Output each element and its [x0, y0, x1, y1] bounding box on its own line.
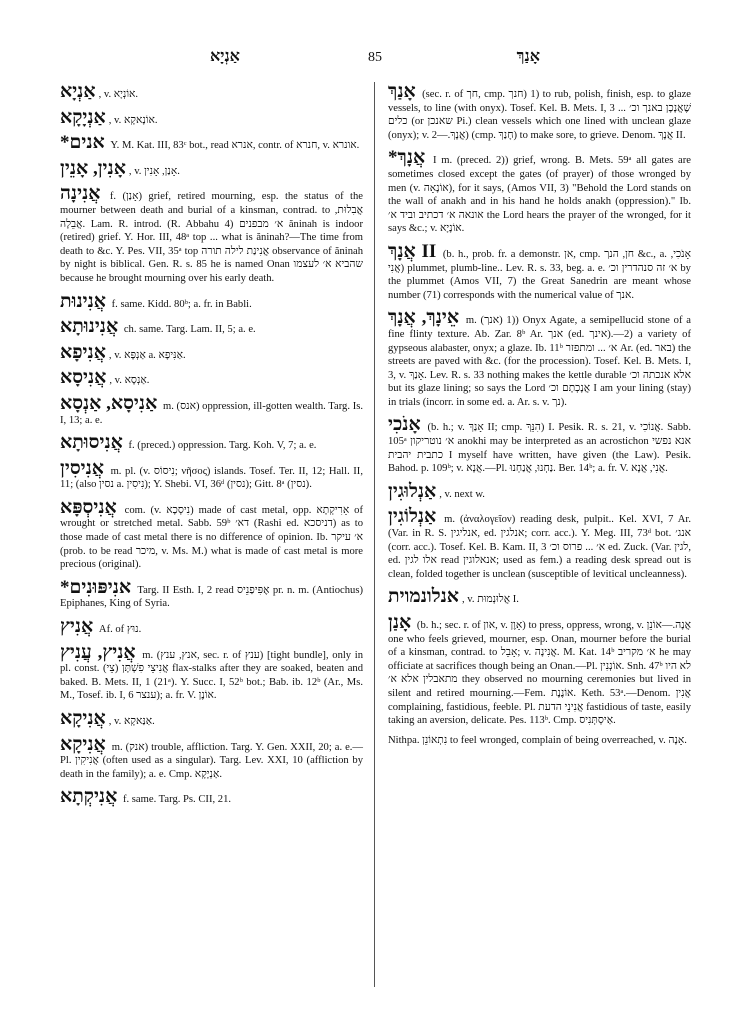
dictionary-entry — [388, 308, 691, 409]
entry-definition: ch. same. Targ. Lam. II, 5; a. e. — [121, 324, 256, 336]
entry-definition: (b. h., prob. fr. a demonstr. אן, cmp. חן, הנך &c., a. אָנֹכִי, אֲנִי) plummet, plumb-line.. Lev. R. s. 33, beg. a. e. א׳ זה סנהדרין וכ׳ by the plummet (Amos VII, 7) the Great Sanedrin are meant whose number (71) corresponds with the numerical value of אנך. — [388, 248, 691, 301]
dictionary-entry — [388, 507, 691, 581]
dictionary-entry — [60, 317, 363, 337]
entry-definition: I m. (preced. 2)) grief, wrong. B. Mets. 59ᵃ all gates are sometimes closed except the gates (of prayer) of those wronged by men (v. אוֹנָאָה), for it says, (Amos VII, 3) "Behold the Lord stands on the wall of anakh and in his hand he holds anakh (oppression)." Ib. אונאה א׳ דכתיב וביד א׳ the Lord hears the prayer of the wronged, for it says &c.; v. אוֹנָיָא. — [388, 155, 692, 235]
dictionary-entry — [60, 368, 363, 388]
dictionary-entry — [388, 613, 691, 728]
entry-headword: אֲנִינָה — [60, 183, 101, 205]
dictionary-entry — [60, 108, 363, 128]
entry-headword: אֵינָךְ, אֲנָךְ — [388, 307, 460, 329]
entry-headword: אֲנִינוּתָא — [60, 316, 119, 338]
entry-headword: אַנְלוּגִין — [388, 480, 437, 502]
entry-definition: m. (אנס) oppression, ill-gotten wealth. Targ. Is. I, 13; a. e. — [60, 400, 363, 426]
dictionary-entry — [60, 292, 363, 312]
page-number: 85 — [368, 50, 382, 65]
entry-definition: f. (preced.) oppression. Targ. Koh. V, 7; a. e. — [125, 440, 317, 452]
entry-headword: אַנְיָא — [60, 81, 96, 102]
entry-definition: Y. M. Kat. III, 83ᶜ bot., read אנרא, contr. of חנרא, v. אונרא. — [107, 140, 360, 152]
entry-headword: אַנְיָקָא — [60, 106, 106, 128]
entry-definition: , v. אָנַן, אָנִין. — [128, 165, 180, 177]
dictionary-entry — [388, 482, 691, 502]
entry-headword: אֲנִיץ — [60, 616, 94, 638]
entry-definition: f. (אָנַן) grief, retired mourning, esp. the status of the mourner between death and burial of a kinsman, contrad. to אֲבִלוּת, אֲבֵלָה. Lam. R. introd. (R. Abbahu 4) א׳ מבפנים ăninah is indoor (retired) grief. Y. Hor. III, 48ᵃ top ... what is ăninah?—The time from death to &c. Y. Pes. VII, 35ᵃ top אֲנִינַת לילה תורה observance of ăninah by night is biblical. Gen. R. s. 85 he is named Onan שהביא א׳ לעצמו because he brought mourning over his early death. — [60, 191, 364, 284]
entry-headword: אֲנָךְ II — [388, 240, 437, 262]
dictionary-entry — [60, 82, 363, 102]
dictionary-entry — [60, 498, 363, 572]
entry-headword: *אֲנָךְ — [388, 147, 426, 169]
entry-definition: m. (אנק) trouble, affliction. Targ. Y. Gen. XXII, 20; a. e.—Pl. אֲנִיקִין (often used as a singular). Targ. Lev. XXI, 10 (affliction by death in the family); a. e. Cmp. אַנְיָקָא. — [60, 741, 364, 780]
running-header — [60, 48, 690, 76]
entry-definition: m. (אנץ, ענץ, sec. r. of ענץ) [tight bundle], only in pl. const. אֲנִיצֵי פִשְׁתָּן (צֵי) flax-stalks after they are soaked, beaten and baked. B. Mets. II, 1 (21ᵃ). Y. Succ. I, 52ᵇ bot.; Bab. ib. 12ᵇ (Ar., Ms. M., Tosef. ib. I, 6 ענצר); a. fr. V. אוֹנֶן. — [60, 649, 364, 702]
dictionary-entry — [60, 394, 363, 427]
entry-headword: אָנֹכִי — [388, 414, 421, 436]
entry-definition: , v. אַנְפָּא a. אַנִּיפָא. — [108, 349, 186, 361]
dictionary-entry — [60, 578, 363, 611]
entry-definition: , v. next w. — [439, 488, 485, 500]
entry-definition: m. pl. (v. נִיסוֹס; νῆσος) islands. Tosef. Ter. II, 12; Hall. II, 11; (also נסין a. נִיסִין); Y. Shebi. VI, 36ᵈ (נסין); Gitt. 8ᵃ (נסין). — [60, 465, 363, 491]
dictionary-entry — [388, 587, 691, 607]
entry-headword: אַנְלוֹגִין — [388, 506, 437, 528]
dictionary-entry — [388, 148, 691, 236]
dictionary-entry — [60, 343, 363, 363]
entry-headword: אֲנִיקָא — [60, 708, 106, 729]
dictionary-entry — [60, 787, 363, 807]
left-column — [60, 82, 363, 813]
entry-definition: m. (ἀναλογεῖον) reading desk, pulpit.. Kel. XVI, 7 Ar. (Var. in R. S. אנליגין, ed. אנלגין; corr. acc.). Y. Meg. III, 73ᵈ bot. אנג׳ (corr. acc.). Tosef. Kel. B. Kam. II, 3 א׳ ... פרוס וכ׳ ed. Zuck. (Var. לגין, ed. אלו לגין read אנאלוגין; used as fem.) a reading desk spread out is clean, folded together is unclean (susceptible of levitical uncleanness). — [388, 514, 692, 580]
entry-headword: אנלונמוית — [388, 586, 459, 608]
entry-definition: (b. h.; v. אָנַךְ II; cmp. הִנֵּךְ) I. Pesik. R. s. 21, v. אֲנוֹכִי. Sabb. 105ᵃ א׳ נוטריקון anokhi may be interpreted as an acrostichon אנא נפשי כתבית יהבית I myself have written, have given (the Law). Pesik. Bahod. p. 109ᵇ; v. אֲנָא.—Pl. נַחְנוּ, אֲנַחְנוּ. Ber. 14ᵇ; a. fr. V. אֲנִי, אֲנָא. — [388, 422, 691, 475]
entry-headword: *אנים — [60, 132, 105, 154]
dictionary-entry — [60, 735, 363, 782]
dictionary-entry — [388, 734, 691, 748]
entry-headword: אֲנִיסוּתָא — [60, 432, 123, 454]
entry-definition: , v. אוֹנָאקָא. — [108, 114, 158, 126]
column-divider — [374, 82, 375, 987]
entry-definition: com. (v. נִיסְכָא) made of cast metal, opp. אֵרִיקְתָא of wrought or stretched metal. Sabb. 59ᵇ דא׳ (Rashi ed. דניסכא) as to those made of cast metal there is no difference of opinion. Ib. א׳ עיקר (prob. to be read מיכר, v. Ms. M.) what is made of cast metal is more precious (original). — [60, 504, 364, 571]
entry-definition: (b. h.; sec. r. of און, v. אָוֶן) to press, oppress, wrong, v. אֲנָה.—אוֹנֵן one who feels grieved, mourner, esp. Onan, mourner before the burial of a kinsman, contrad. to אָבֵל; v. אֲנִינָה. M. Kat. 14ᵇ א׳ מקריב he may officiate at sacrifices though being an Onan.—Pl. אוֹנְנִין. Snh. 47ᵇ לא היו מתאבלין אלא א׳ they observed no mourning ceremonies but lived in silent and retired mourning.—Fem. אוֹנֶנֶת. Keth. 53ᵃ.—Denom. אֲנִין complaining, fastidious, feeble. Pl. אֲנִינֵי הדעת fastidious of taste, easily taking an aversion, delicate. Pes. 113ᵇ. Cmp. אַיסְתְּנִיס. — [388, 620, 692, 727]
entry-headword: אֲנִיסְפָּא — [60, 496, 117, 518]
entry-headword: אֲנִיסִין — [60, 457, 104, 479]
entry-definition: f. same. Kidd. 80ᵇ; a. fr. in Babli. — [109, 298, 252, 310]
entry-definition: , v. אַנְסָא. — [109, 375, 150, 387]
entry-definition: f. same. Targ. Ps. CII, 21. — [120, 794, 232, 806]
entry-definition: , v. אֲלוּנְמוּת I. — [462, 594, 519, 606]
entry-headword: אֲנִיקָא — [60, 733, 106, 755]
entry-definition: (sec. r. of חך, cmp. חנך) 1) to rub, polish, finish, esp. to glaze vessels, to line (with onyx). Tosef. Kel. B. Mets. I, 3 שֶׁאֲנָכָן באנך וכ׳ ... כלים (or שאנכן Pi.) clean vessels which one lined with unclean glaze (onyx); v. אֲנָךְ.—2) (cmp. חָנַךְ) to make sore, to grieve. Denom. אֲנָךְ II. — [388, 89, 691, 141]
dictionary-entry — [60, 433, 363, 453]
entry-headword: אָנַן — [388, 612, 412, 633]
right-column — [388, 82, 691, 753]
entry-headword: אֲנִיפָא — [60, 341, 106, 363]
dictionary-entry — [60, 459, 363, 492]
dictionary-entry — [60, 643, 363, 703]
entry-definition: , v. אוֹנְיָא. — [98, 89, 139, 100]
left-running-headword: אַנְיָא — [210, 48, 240, 65]
entry-definition: Af. of נוּץ. — [96, 624, 142, 636]
dictionary-entry — [388, 415, 691, 475]
entry-headword: אֲנִיקְתָא — [60, 786, 118, 808]
entry-headword: *אנִיפּוּנִים — [60, 576, 132, 598]
entry-headword: אָנִין, אָנֵין — [60, 157, 126, 179]
dictionary-entry — [60, 159, 363, 179]
entry-headword: אָנַךְ — [388, 81, 416, 102]
entry-headword: אַנִיסָא, אַנְסָא — [60, 392, 158, 414]
entry-headword: אֲנִיסָא — [60, 367, 107, 389]
dictionary-entry — [60, 709, 363, 729]
dictionary-entry — [60, 184, 363, 285]
dictionary-entry — [60, 617, 363, 637]
entry-headword: אֲנִיץ, עֲנִיץ — [60, 641, 136, 663]
dictionary-entry — [388, 82, 691, 142]
entry-headword: אֲנִינוּת — [60, 290, 106, 312]
dictionary-entry — [388, 242, 691, 302]
entry-definition: Nithpa. נִתְאוֹנֵן to feel wronged, complain of being overreached, v. אָנָה. — [388, 734, 687, 746]
entry-definition: Targ. II Esth. I, 2 read אֶפִּיפַנֵיס pr. n. m. (Antiochus) Epiphanes, King of Syria. — [60, 584, 363, 610]
dictionary-entry — [60, 133, 363, 153]
entry-definition: , v. אַנַּאקָא. — [108, 716, 155, 727]
entry-definition: m. (אנך) 1)) Onyx Agate, a semipellucid stone of a fine flinty texture. Ab. Zar. 8ᵇ Ar. אנך (ed. אינך).—2) a variety of gypseous alabaster, onyx; a glaze. Ib. 11ᵇ א׳ ... ומתפזר Ar. (ed. באר) the streets are paved with &c. (for the procession). Tosef. Kel. B. Mets. I, 3, v. אָנַךְ. Lev. R. s. 33 nothing makes the kettle durable אלא אנכתה וכ׳ but its glaze lining; so says the Lord אֲנָכְתָם וכ׳ I am your lining (stay) in trials (incorr. in some ed. a. Ar. s. v. נך). — [388, 315, 691, 408]
right-running-headword: אָנַךְ — [516, 48, 540, 65]
